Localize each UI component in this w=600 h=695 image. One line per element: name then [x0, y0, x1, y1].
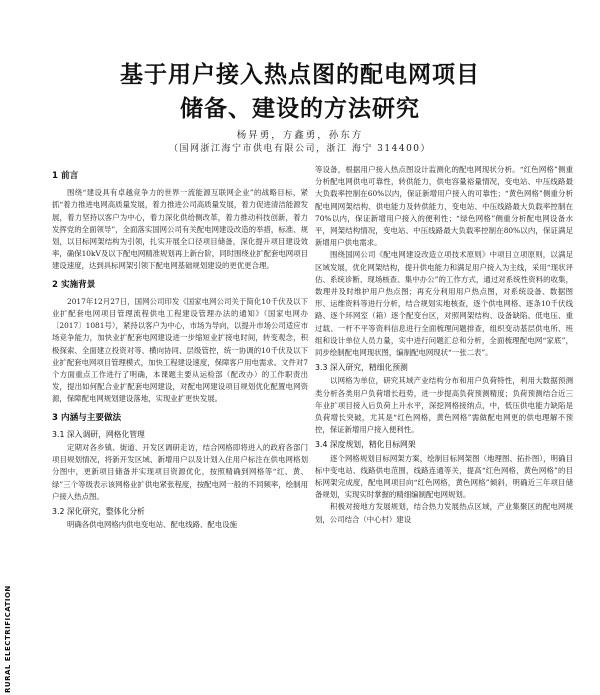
subsection-3-4-paragraph: 逐个网格规划目标网架方案，绘制目标网架图（地理图、拓扑图），明确目标中变电站、线路供电范围，线路连通等关，提高“红色网格，黄色网格”的目标网架完成度，配电网项目向“红色网格，黄色网格”倾斜，明确近三年项目储备规划，实现实时掌握的精细编制配电网规划。 [315, 453, 573, 500]
subsection-3-2-paragraph: 明确各供电网格内供电变电站、配电线路、配电设施 [67, 520, 237, 530]
subsection-heading-3-4: 3.4 深度规划，精化目标网架 [315, 440, 416, 450]
closing-paragraph: 积极对接地方发展规划，结合热力发展热点区域，产业集聚区的配电网规划，公司结合（中心村）建设 [315, 502, 573, 524]
paper-title-line-2: 储备、建设的方法研究 [180, 96, 420, 122]
subsection-heading-3-2: 3.2 深化研究，整体化分析 [52, 507, 145, 517]
subsection-heading-3-1: 3.1 深入调研，网格化管理 [52, 429, 145, 439]
introduction-paragraph: 围绕“建设具有卓越竞争力的世界一流能源互联网企业”的战略目标，紧抓“着力推进电网高质量发展，着力推进公司高质量发展，着力促进清洁能源发展，着力坚持以客户为中心，着力深化供给侧改革，着力推动科技创新，着力发挥党的全面领导”，全面落实国网公司有关配电网建设改造的举措，标准、规划，以目标网架结构为引领，扎实开展全口径项目储备，深化提升项目建设效率，确保10kV及以下配电网精准规划再上新台阶，同时围绕业扩配套电网项目建设速度，达到具标网架引领下配电网基础规划建设的更优更合理。 [52, 188, 308, 271]
section-heading-methods: 3 内涵与主要做法 [52, 412, 122, 423]
section-heading-introduction: 1 前言 [52, 171, 79, 181]
subsection-heading-3-3: 3.3 深入研究，精细化预测 [315, 363, 408, 373]
subsection-3-1-paragraph: 定期对各乡镇、街道、开发区调研走访，结合网格即将进入的政府各部门项目规划情况，将新开发区域、新增用户以及计划入住用户标注在供电网格划分图中，更新项目储备并实现项目资源优化，按照精确到网格等“红、黄、绿”三个等级表示该网格业扩供电紧张程度，按配电网一般的不同频率，绘制用户接入热点图。 [52, 443, 308, 501]
journal-side-label: RURAL ELECTRIFICATION [4, 585, 12, 693]
survey-paragraph: 围绕国网公司《配电网建设改造立项技术原则》中项目立项原则，以满足区域发展，优化网架结构，提升供电能力和满足用户接入为主线，采用“现状评估、系统诊断、现场核查、集中办公”的工作方式，通过对系统性资料的收集，数理并及时维护用户热点图；再充分利用用户热点图，对系统设备、数据图形、运维资料等进行分析，结合规划实地核查，逐个供电网格、逐条10千伏线路、逐个环网室（箱）逐个配变台区，对照网架结构、设备缺陷、低电压、重过载、一杆不平等资料信息进行全面梳理问题排查，组织变动基层供电所、班组和设计单位人员力量，实中进行问题汇总和分析，全面梳理配电网“家底”，同步绘制配电网现状图，编制配电网现状“一张二表”。 [315, 250, 573, 358]
paper-affiliation: （国网浙江海宁市供电有限公司，浙江 海宁 314400） [168, 144, 432, 154]
section-heading-background: 2 实施背景 [52, 279, 96, 290]
paper-authors: 杨昇勇，方鑫勇，孙东方 [236, 130, 364, 141]
left-column [52, 164, 308, 531]
subsection-3-3-paragraph: 以网格为单位，研究其域产业结构分布和用户负荷特性，利用大数据预测类分析各类用户负荷增长趋势，进一步提高负荷预测精度；负荷预测结合近三年业扩项目接入后负荷上升水平，深挖网格接纳点，中，低压供电能力缺陷是负荷增长突破，尤其是“红色网格，黄色网格”需做配电网更的供电理解不预控，保证新增用户接入便利性。 [315, 376, 573, 435]
right-column [315, 164, 573, 526]
background-paragraph: 2017年12月27日，国网公司印发《国家电网公司关于简化10千伏及以下业扩配套电网项目管理流程供电工程建设管理办法的通知》（国家电网办〔2017〕1081号），紧持以客户为中心，市场为导向，以提升市场公司适应市场竞争能力，加快业扩配套电网建设进一步缩短业扩接电时间，转变观念，积极探索、全面建立投资对等、横向协同、层级管控，统一协调的10千伏及以下业扩配套电网项目管理模式，加快工程建设速度，保障客户用电需求。文件对7个方面重点工作进行了明确，本课题主要从运检部（配改办）的工作职责出发，提出如何配合业扩配套电网建设，对配电网建设项目规划优化配置电网资源，保障配电网规划建设落地，实现业扩更快发展。 [52, 296, 308, 404]
paper-title-line-1: 基于用户接入热点图的配电网项目 [120, 62, 480, 88]
continued-paragraph: 等设备，根据用户接入热点图设计监测化的配电网现状分析。“红色网格”侧重分析配电网供电可靠性，转供能力，供电容量裕量情况，变电站、中压线路最大负载率控制在60%以内，保证新增用户接入的可靠性；“黄色网格”侧重分析配电网网架结构、供电能力及转供能力，变电站、中压线路最大负载率控制在70%以内，保证新增用户接入的便利性；“绿色网格”侧重分析配电网设备水平，网架结构情况，变电站、中压线路最大负载率控制在80%以内，保证满足新增用户供电需求。 [315, 165, 573, 248]
